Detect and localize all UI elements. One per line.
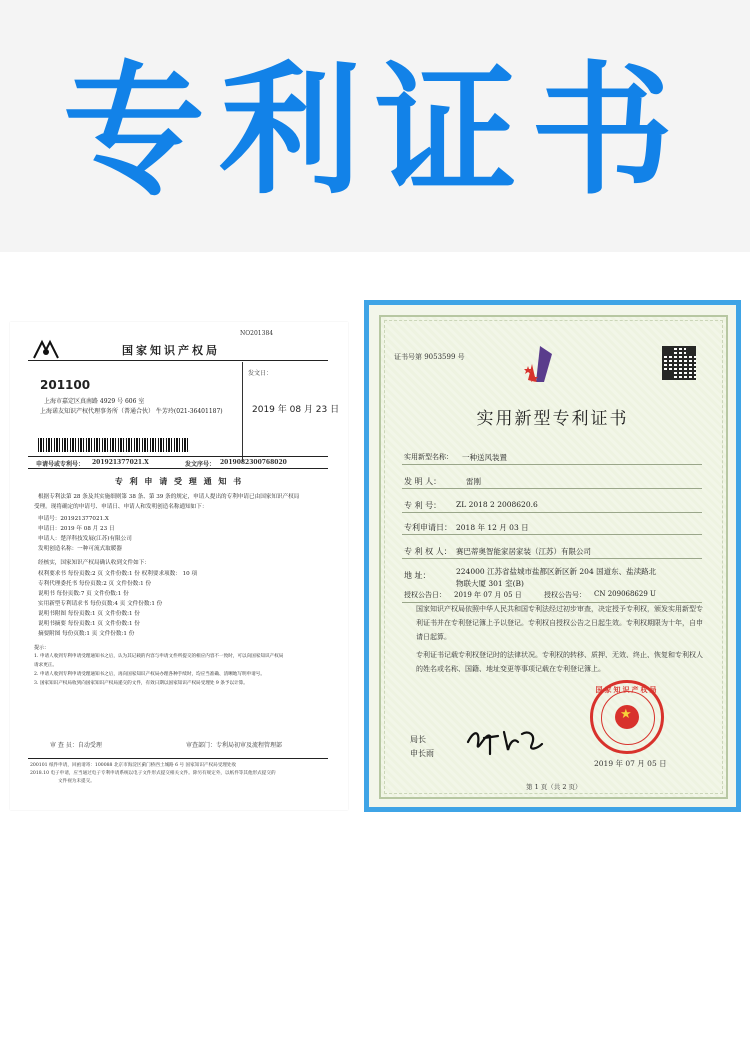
star-icon: ★ [620, 707, 632, 722]
notice-line: 1. 申请人收到专利申请受理通知书之后，认为其记载的内容与申请文件所提交的相应内容不一致时，可以向国家知识产权局 [34, 654, 284, 659]
notice-send-no-label: 发文序号： [185, 461, 216, 468]
banner-title: 专利证书 [63, 49, 687, 214]
inventor-value: 雷刚 [466, 477, 481, 486]
address-line-2: 物联大厦 301 室(B) [456, 579, 524, 588]
official-seal [590, 680, 664, 754]
apply-date-label: 专利申请日： [404, 523, 452, 532]
notice-line: 说明书附图 每份页数:1 页 文件份数:1 份 [38, 611, 140, 617]
director-signature [464, 724, 544, 758]
notice-line: 申请号：201921377021.X [38, 516, 109, 522]
cnipa-emblem-icon [522, 342, 562, 390]
patent-certificate [364, 300, 741, 812]
notice-line: 摘要附图 每份页数:1 页 文件份数:1 份 [38, 631, 135, 637]
inventor-label: 发 明 人： [404, 477, 442, 486]
page-indicator: 第 1 页（共 2 页） [526, 783, 582, 791]
notice-line: 提示： [34, 645, 50, 651]
notice-line: 根据专利法第 28 条及其实施细则第 38 条、第 39 条的规定，申请人提出的专利申请已由国家知识产权局 [38, 494, 300, 500]
notice-header-title: 国家知识产权局 [122, 344, 220, 357]
notice-line: 受理。现将确定的申请号、申请日、申请人和发明创造名称通知如下： [34, 504, 208, 510]
cnipa-logo-icon [32, 338, 60, 360]
name-value: 一种送风装置 [462, 453, 507, 462]
seal-text: 国家知识产权局 [595, 686, 659, 694]
certificate-rule [402, 488, 702, 489]
notice-address-1: 上海市嘉定区真南路 4929 号 606 室 [44, 398, 145, 405]
notice-rule-4 [28, 758, 328, 759]
address-label: 地 址： [404, 571, 431, 580]
title-banner [0, 0, 750, 252]
notice-line: 请求更正。 [34, 663, 57, 668]
notice-title: 专 利 申 请 受 理 通 知 书 [114, 476, 244, 486]
certificate-rule [402, 512, 702, 513]
certificate-title: 实用新型专利证书 [476, 409, 629, 429]
notice-address-2: 上海诺友知识产权代理事务所（普通合伙） 牛芳玲(021-36401187) [40, 408, 223, 415]
grant-no-value: CN 209068629 U [594, 590, 656, 598]
notice-line: 说明书 每份页数:7 页 文件份数:1 份 [38, 591, 129, 597]
notice-line: 申请日：2019 年 08 月 23 日 [38, 526, 115, 532]
notice-send-no: 2019082300768020 [220, 459, 287, 466]
owner-value: 赛巴蒂奥智能家居家装（江苏）有限公司 [456, 547, 591, 556]
certificate-rule [402, 534, 702, 535]
certificate-number: 证书号第 9053599 号 [394, 353, 465, 361]
owner-label: 专 利 权 人： [404, 547, 452, 556]
certificate-rule [402, 464, 702, 465]
certificate-rule [402, 558, 702, 559]
notice-line: 专利代理委托书 每份页数:2 页 文件份数:1 份 [38, 581, 152, 587]
notice-line: 权利要求书 每份页数:2 页 文件份数:1 份 权利要求项数： 10 项 [38, 571, 198, 577]
notice-header-rule [28, 360, 328, 361]
notice-line: 申请人：楚洋科技发展(江苏)有限公司 [38, 536, 132, 542]
notice-line: 3. 国家知识产权局收到向国家知识产权局递交的文件，有效日期以国家知识产权局受理处 9 条予以计算。 [34, 681, 248, 686]
notice-app-no: 201921377021.X [92, 459, 149, 466]
notice-date: 2019 年 08 月 23 日 [252, 405, 340, 415]
address-line-1: 224000 江苏省盐城市盐都区新区新 204 国道东、盐渎路北 [456, 567, 657, 576]
notice-line: 实用新型专利请求书 每份页数:4 页 文件份数:1 份 [38, 601, 163, 607]
notice-barcode [38, 438, 188, 452]
notice-top-code: NO201384 [240, 330, 274, 337]
acceptance-notice-document [10, 322, 348, 810]
director-name: 申长雨 [410, 749, 434, 758]
notice-date-label: 发文日： [248, 370, 273, 377]
patent-no-value: ZL 2018 2 2008620.6 [456, 500, 538, 509]
notice-rule-2 [28, 456, 328, 457]
notice-postcode: 201100 [40, 378, 91, 392]
grant-date-label: 授权公告日： [404, 591, 446, 599]
notice-app-no-label: 申请号或专利号： [36, 461, 85, 468]
grant-date-value: 2019 年 07 月 05 日 [454, 591, 522, 599]
director-label: 局长 [410, 735, 426, 744]
notice-bottom-1: 200101 纸件申请，回函请寄：100088 北京市海淀区蓟门桥西土城路 6 号 国家知识产权局受理处收 [30, 763, 237, 768]
grant-no-label: 授权公告号： [544, 591, 586, 599]
notice-examiner: 审 查 员：自动受理 [50, 742, 102, 749]
notice-line: 发明创造名称：一种可流式取暖器 [38, 546, 122, 552]
notice-department: 审查部门：专利局初审及流程管理部 [186, 742, 283, 749]
apply-date-value: 2018 年 12 月 03 日 [456, 523, 529, 532]
notice-line: 经核实，国家知识产权局确认收到文件如下： [38, 560, 150, 566]
certificate-paragraph-1: 国家知识产权局依照中华人民共和国专利法经过初步审查，决定授予专利权，颁发实用新型专利证书并在专利登记簿上予以登记。专利权自授权公告之日起生效。专利权期限为十年，自申请日起算。 [416, 605, 703, 641]
notice-bottom-3: 文件视为未提交。 [58, 779, 95, 784]
name-label: 实用新型名称： [404, 453, 453, 461]
notice-line: 说明书摘要 每份页数:1 页 文件份数:1 份 [38, 621, 140, 627]
patent-no-label: 专 利 号： [404, 501, 442, 510]
notice-line: 2. 申请人收到专利申请受理通知书之后，再向国家知识产权局办理各种手续时，均应当准确、清晰地写明申请号。 [34, 672, 265, 677]
notice-rule-3 [28, 468, 328, 469]
certificate-paragraph-2: 专利证书记载专利权登记时的法律状况。专利权的转移、质押、无效、终止、恢复和专利权人的姓名或名称、国籍、地址变更等事项记载在专利登记簿上。 [416, 651, 703, 673]
notice-bottom-2: 2018.10 电子申请，应当通过电子专利申请系统以电子文件形式提交相关文件。除另有规定外，以纸件等其他形式提交的 [30, 771, 276, 776]
qr-code [662, 346, 696, 380]
seal-date: 2019 年 07 月 05 日 [594, 759, 667, 768]
